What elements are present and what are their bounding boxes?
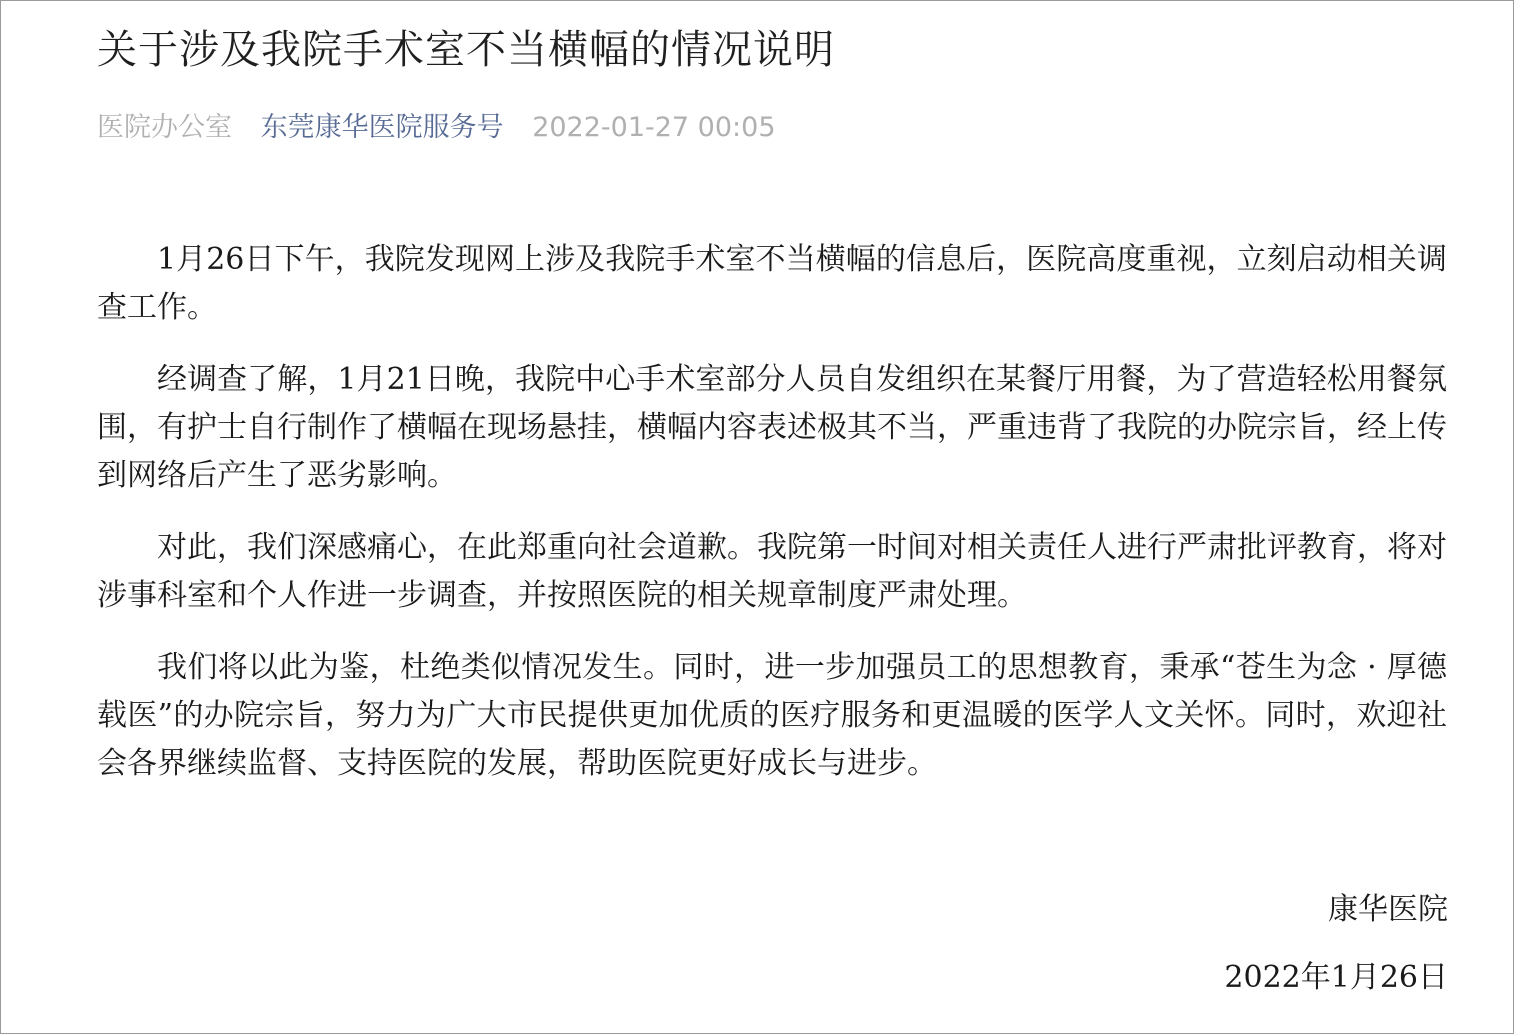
account-name-link[interactable]: 东莞康华医院服务号 <box>260 112 504 143</box>
article-body <box>97 236 1447 812</box>
paragraph: 对此，我们深感痛心，在此郑重向社会道歉。我院第一时间对相关责任人进行严肃批评教育，将对涉事科室和个人作进一步调查，并按照医院的相关规章制度严肃处理。 <box>97 530 1447 613</box>
article-title: 关于涉及我院手术室不当横幅的情况说明 <box>97 27 835 73</box>
signature-organization: 康华医院 <box>1328 892 1448 927</box>
paragraph: 1月26日下午，我院发现网上涉及我院手术室不当横幅的信息后，医院高度重视，立刻启动相关调查工作。 <box>97 242 1447 325</box>
paragraph: 经调查了解，1月21日晚，我院中心手术室部分人员自发组织在某餐厅用餐，为了营造轻松用餐氛围，有护士自行制作了横幅在现场悬挂，横幅内容表述极其不当，严重违背了我院的办院宗旨，经上传到网络后产生了恶劣影响。 <box>97 362 1447 493</box>
article-meta <box>97 108 796 148</box>
author-department: 医院办公室 <box>97 112 232 143</box>
signature-date: 2022年1月26日 <box>1224 960 1448 995</box>
publish-datetime: 2022-01-27 00:05 <box>532 112 776 143</box>
paragraph: 我们将以此为鉴，杜绝类似情况发生。同时，进一步加强员工的思想教育，秉承“苍生为念 · 厚德载医”的办院宗旨，努力为广大市民提供更加优质的医疗服务和更温暖的医学人文关怀。同时，欢迎社会各界继续监督、支持医院的发展，帮助医院更好成长与进步。 <box>97 650 1447 781</box>
